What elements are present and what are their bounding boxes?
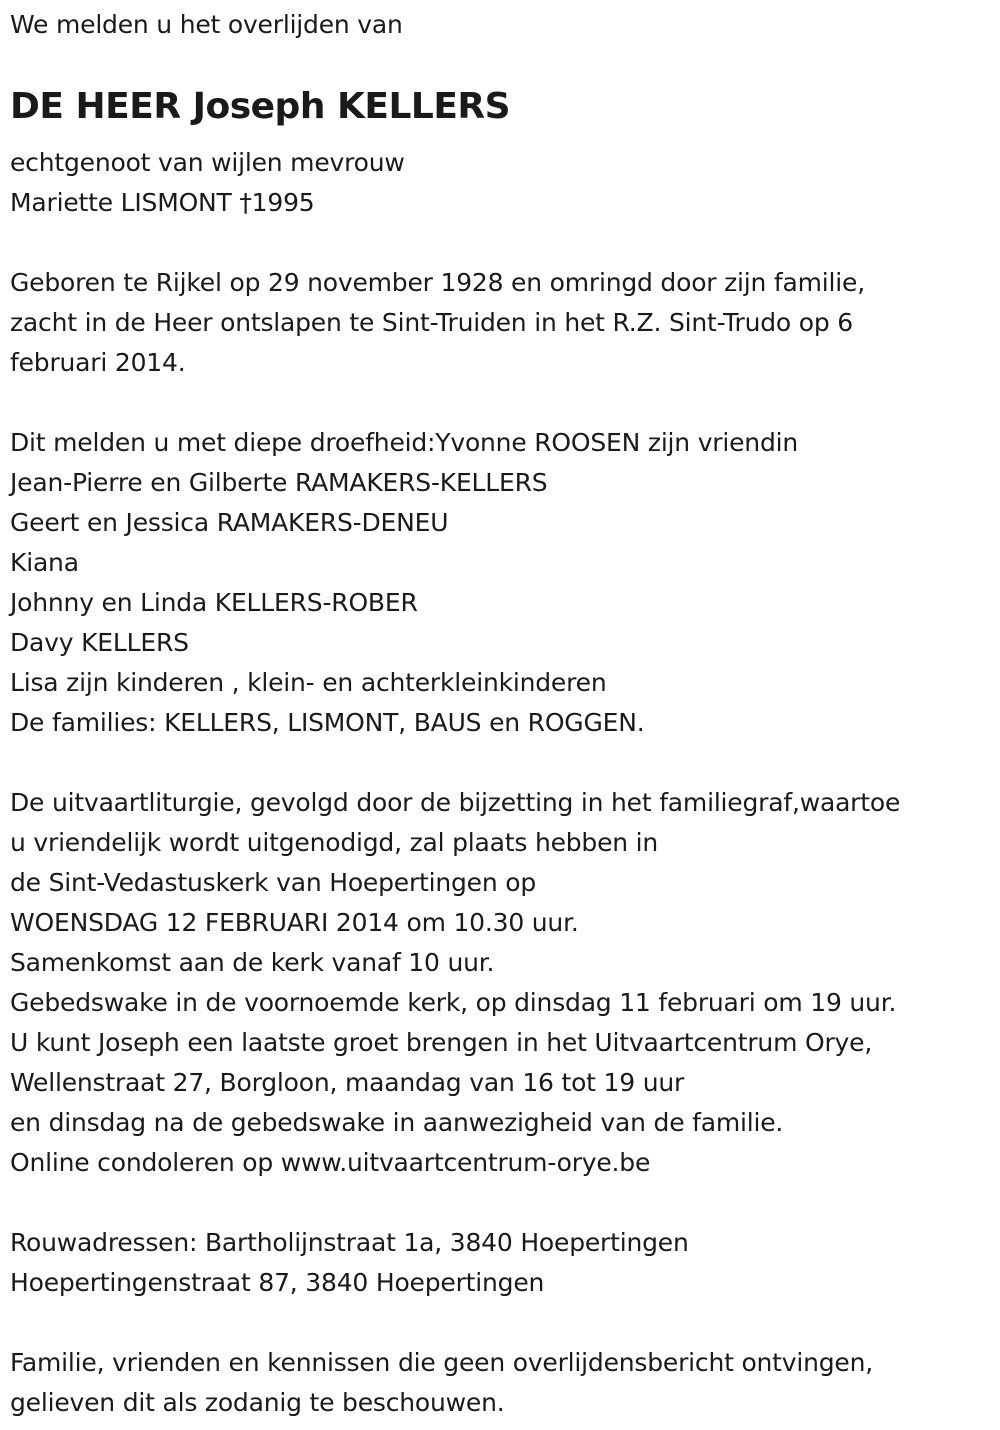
spouse-line: Mariette LISMONT †1995 <box>10 188 315 217</box>
birth-death-line: februari 2014. <box>10 348 186 377</box>
mourner-line: Davy KELLERS <box>10 628 189 657</box>
birth-death-section <box>10 263 995 383</box>
addresses-section <box>10 1223 995 1303</box>
closing-line: gelieven dit als zodanig te beschouwen. <box>10 1388 505 1417</box>
funeral-line: U kunt Joseph een laatste groet brengen in het Uitvaartcentrum Orye, <box>10 1028 873 1057</box>
deceased-name: DE HEER Joseph KELLERS <box>10 86 511 127</box>
birth-death-line: Geboren te Rijkel op 29 november 1928 en omringd door zijn familie, <box>10 268 865 297</box>
funeral-line: Wellenstraat 27, Borgloon, maandag van 16 tot 19 uur <box>10 1068 685 1097</box>
spouse-section <box>10 143 995 223</box>
funeral-line: De uitvaartliturgie, gevolgd door de bijzetting in het familiegraf,waartoe <box>10 788 901 817</box>
obituary-notice <box>10 0 995 1423</box>
intro-text: We melden u het overlijden van <box>10 10 403 39</box>
birth-death-line: zacht in de Heer ontslapen te Sint-Truiden in het R.Z. Sint-Trudo op 6 <box>10 308 853 337</box>
mourners-section <box>10 423 995 743</box>
funeral-line: en dinsdag na de gebedswake in aanwezigheid van de familie. <box>10 1108 784 1137</box>
mourner-line: Lisa zijn kinderen , klein- en achterkleinkinderen <box>10 668 607 697</box>
funeral-line: WOENSDAG 12 FEBRUARI 2014 om 10.30 uur. <box>10 908 579 937</box>
mourner-line: Geert en Jessica RAMAKERS-DENEU <box>10 508 449 537</box>
mourner-line: Kiana <box>10 548 79 577</box>
funeral-line: Samenkomst aan de kerk vanaf 10 uur. <box>10 948 495 977</box>
spacer <box>10 743 995 783</box>
funeral-line: de Sint-Vedastuskerk van Hoepertingen op <box>10 868 537 897</box>
address-line: Hoepertingenstraat 87, 3840 Hoepertingen <box>10 1268 545 1297</box>
spacer <box>10 1303 995 1343</box>
spacer <box>10 223 995 263</box>
mourner-line: Jean-Pierre en Gilberte RAMAKERS-KELLERS <box>10 468 548 497</box>
funeral-line: Gebedswake in de voornoemde kerk, op dinsdag 11 februari om 19 uur. <box>10 988 897 1017</box>
funeral-line: Online condoleren op www.uitvaartcentrum-orye.be <box>10 1148 651 1177</box>
mourner-line: Johnny en Linda KELLERS-ROBER <box>10 588 418 617</box>
address-line: Rouwadressen: Bartholijnstraat 1a, 3840 Hoepertingen <box>10 1228 689 1257</box>
closing-line: Familie, vrienden en kennissen die geen overlijdensbericht ontvingen, <box>10 1348 874 1377</box>
funeral-line: u vriendelijk wordt uitgenodigd, zal plaats hebben in <box>10 828 659 857</box>
mourner-line: Dit melden u met diepe droefheid:Yvonne ROOSEN zijn vriendin <box>10 428 799 457</box>
closing-section <box>10 1343 995 1423</box>
spacer <box>10 1183 995 1223</box>
funeral-section <box>10 783 995 1183</box>
spacer <box>10 383 995 423</box>
mourner-line: De families: KELLERS, LISMONT, BAUS en ROGGEN. <box>10 708 645 737</box>
spouse-line: echtgenoot van wijlen mevrouw <box>10 148 405 177</box>
